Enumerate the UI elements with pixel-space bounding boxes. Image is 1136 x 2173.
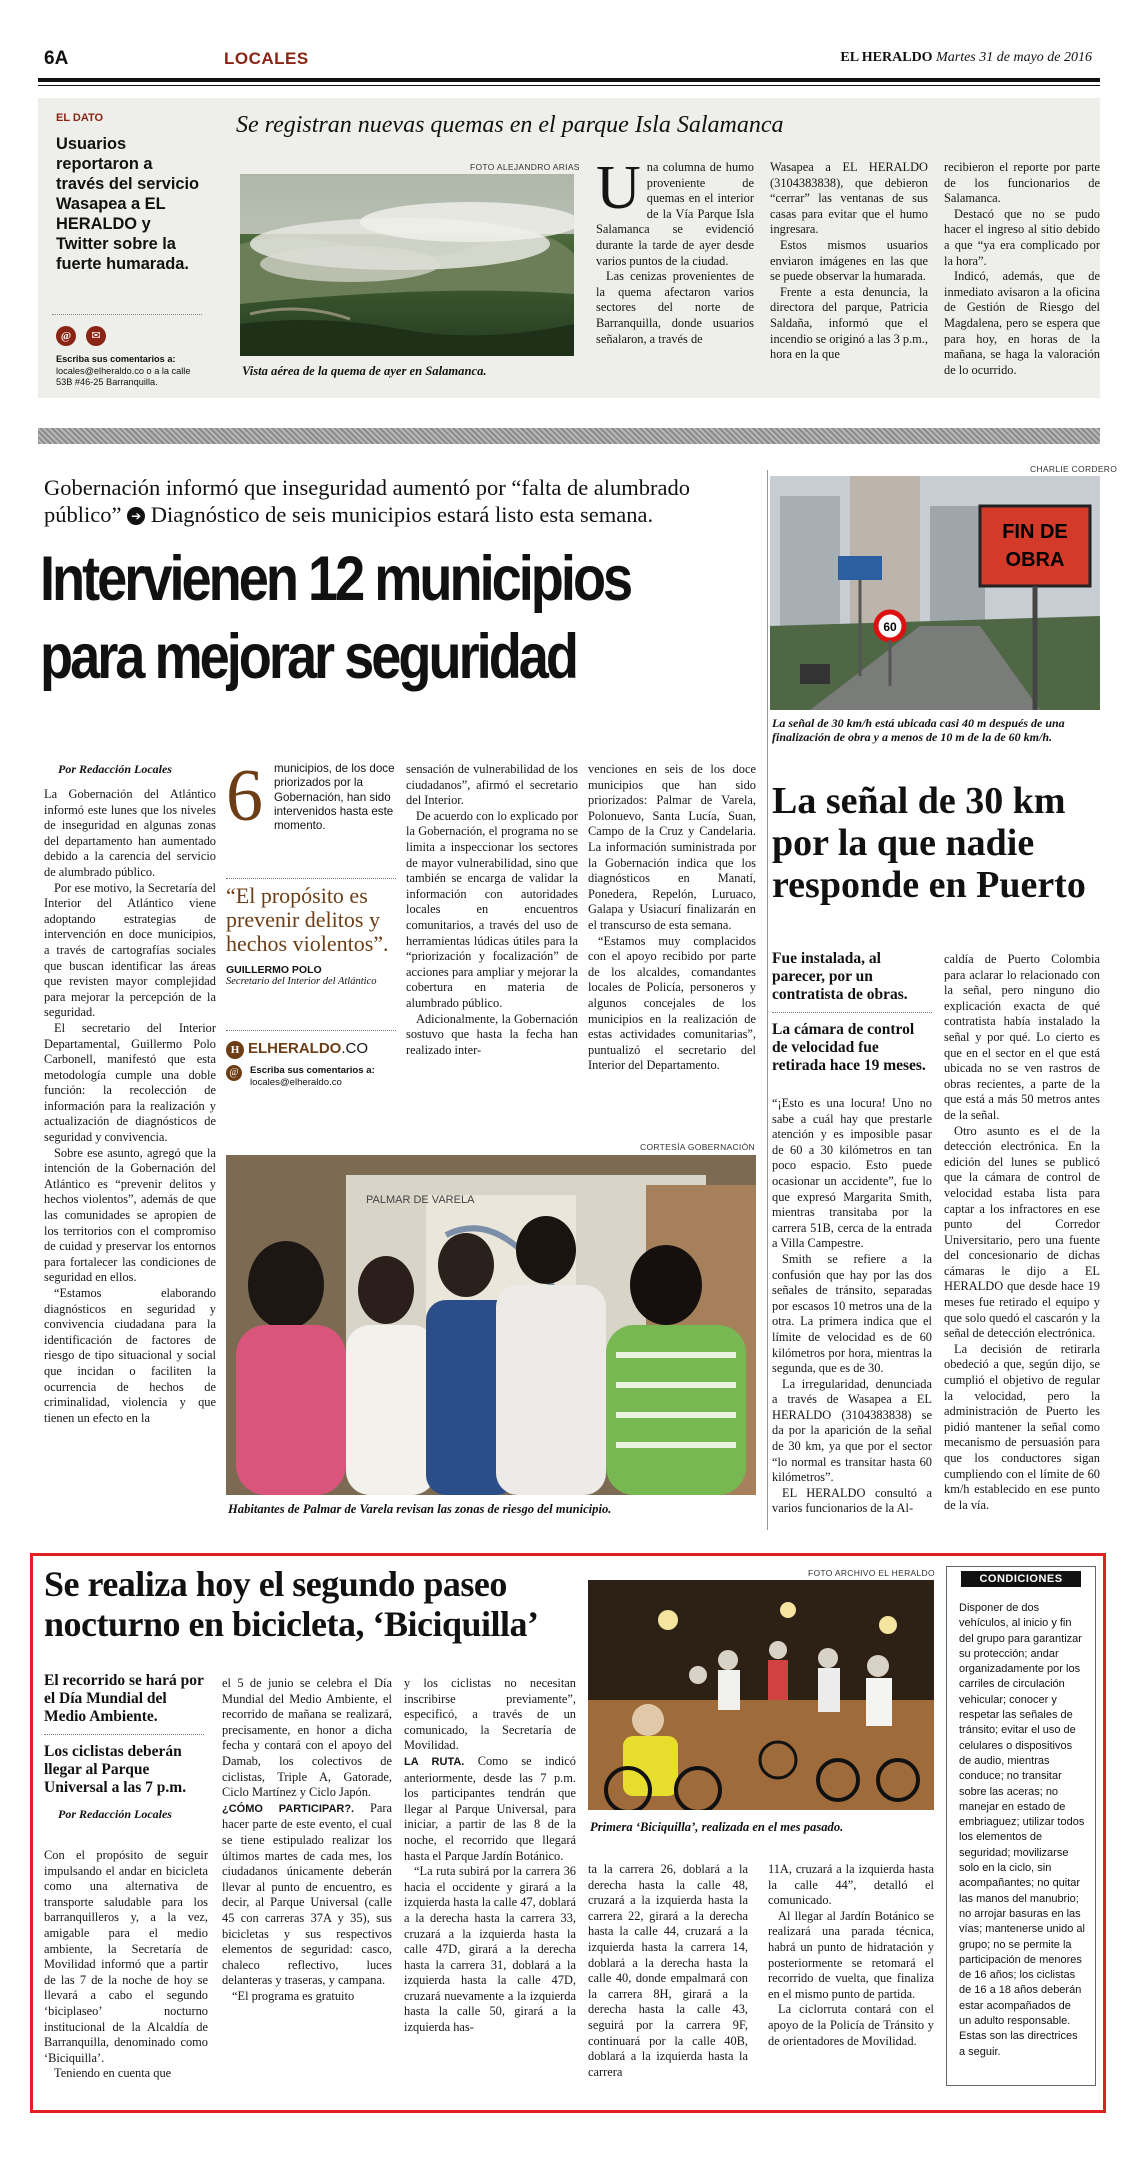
bici-col-3 xyxy=(404,1676,576,2036)
conditions-box xyxy=(946,1566,1096,2086)
web-promo xyxy=(226,1040,398,1088)
section-divider xyxy=(38,428,1100,444)
main-col-3 xyxy=(406,762,578,1058)
main-headline-1: Intervienen 12 municipios xyxy=(40,544,631,614)
bici-col5-p1: 11A, cruzará a la izquierda hasta la calle 44”, detalló el comunicado. xyxy=(768,1862,934,1908)
bici-col4-p1: ta la carrera 26, doblará a la derecha hasta la calle 48, cruzará a la izquierda hasta la carrera 22, girará a la derecha hasta la calle 44, cruzará a la izquierda hasta la carrera 14, doblará a la derecha hasta la calle 40, donde empalmará con la carrera 8H, girará a la derecha hasta la calle 43, seguirá por la carrera 9F, continuará por la calle 40B, doblará a la izquierda hasta la carrera xyxy=(588,1862,748,2079)
isla-col3-p1: recibieron el reporte por parte de los funcionarios de Salamanca. xyxy=(944,160,1100,206)
bici-col2-p3: “El programa es gratuito xyxy=(232,1988,355,2003)
main-kicker-1: Gobernación informó que inseguridad aumentó por “falta de alumbrado público” xyxy=(44,475,691,527)
isla-headline: Se registran nuevas quemas en el parque Isla Salamanca xyxy=(236,112,784,138)
senal-col1-p4: EL HERALDO consultó a varios funcionarios de la Al- xyxy=(772,1485,932,1516)
paper-name: EL HERALDO xyxy=(840,50,933,65)
senal-sub-1: Fue instalada, al parecer, por un contratista de obras. xyxy=(772,950,908,1003)
bici-headline xyxy=(44,1564,604,1644)
bici-headline-2: nocturno en bicicleta, ‘Biciquilla’ xyxy=(44,1604,539,1644)
main-col3-p2: De acuerdo con lo explicado por la Gobernación, el programa no se limita a inspeccionar los sectores de mayor vulnerabilidad, sino que también se encarga de validar la información con autoridades locales en encuentros comunitarios, a través del uso de herramientas lúdicas útiles para la “priorización y focalización” de acciones para ampliar y mejorar la cobertura en materia de alumbrado público. xyxy=(406,808,578,1010)
main-kicker xyxy=(44,474,764,528)
main-col1-p3: El secretario del Interior Departamental, Guillermo Polo Carbonell, manifestó que esta metodología cumple una doble función: la recolección de información para la realización y actualización de diagnósticos de seguridad y convivencia. xyxy=(44,1020,216,1145)
fact-box xyxy=(226,755,396,880)
web-brand: ELHERALDO xyxy=(248,1040,342,1057)
conditions-title: CONDICIONES xyxy=(961,1571,1081,1587)
issue-date: Martes 31 de mayo de 2016 xyxy=(936,50,1092,65)
dato-comments-text: locales@elheraldo.co o a la calle 53B #46-25 Barranquilla. xyxy=(56,365,191,387)
isla-dropcap: U xyxy=(596,154,641,222)
isla-col3-p2: Destacó que no se pudo hacer el ingreso al sitio debido a que “ya era complicado por la hora”. xyxy=(944,206,1100,268)
web-comments-title: Escriba sus comentarios a: xyxy=(250,1065,375,1076)
bici-photo-caption: Primera ‘Biciquilla’, realizada en el mes pasado. xyxy=(590,1820,844,1834)
bici-col-1 xyxy=(44,1848,208,2082)
bici-col5-p3: La ciclorruta contará con el apoyo de la Policía de Tránsito y de orientadores de Movilidad. xyxy=(768,2002,934,2048)
senal-col-1 xyxy=(772,1096,932,1517)
isla-photo-credit: FOTO ALEJANDRO ARIAS xyxy=(470,162,580,172)
isla-col3-p3: Indicó, además, que de inmediato avisaron a la oficina de Gestión de Riesgo del Magdalena, pero se espera que para hoy, en horas de la mañana, se haga la valoración de lo ocurrido. xyxy=(944,269,1100,377)
bici-col2-p2-wrap xyxy=(222,1801,392,1989)
bici-col2-p2: Para hacer parte de este evento, el cual se tiene estipulado realizar los últimos martes de cada mes, los ciudadanos únicamente deberán llevar al punto de encuentro, es decir, al Parque Universal (calle 45 con carreras 37A y 35), sus bicicletas y sus respectivos elementos de seguridad: casco, chaleco reflectivo, luces delanteras y traseras, y campana. xyxy=(222,1800,392,1988)
fact-text: municipios, de los doce priorizados por la Gobernación, han sido intervenidos hasta este momento. xyxy=(274,762,395,833)
senal-sub-2: La cámara de control de velocidad fue retirada hace 19 meses. xyxy=(772,1021,926,1074)
bici-col1-p1: Con el propósito de seguir impulsando el andar en bicicleta como una alternativa de transporte saludable para los barranquilleros y, a la vez, amigable para el medio ambiente, la Secretaría de Movilidad informó que a partir de las 7 de la noche de hoy se llevará a cabo el segundo ‘biciplaseo’ nocturno institucional de la Alcaldía de Barranquilla, denominado como ‘Biciquilla’. xyxy=(44,1848,208,2065)
main-col-1 xyxy=(44,787,216,1426)
bici-col-5 xyxy=(768,1862,934,2049)
isla-col2-p1: Wasapea a EL HERALDO (3104383838), que debieron “cerrar” las ventanas de sus casas para evitar que el humo ingresara. xyxy=(770,160,928,237)
main-headline xyxy=(40,540,668,696)
dato-comments-title: Escriba sus comentarios a: xyxy=(56,354,176,364)
senal-col2-p1: caldía de Puerto Colombia para aclarar lo relacionado con la señal, pero ninguno dio explicación exacta de qué contratista había instalado la señal y por qué. Lo cierto es que en el sector en el que está ubicada no se ven rastros de obras recientes, a parte de la que está a más 50 metros antes de la señal. xyxy=(944,952,1100,1122)
page-number: 6A xyxy=(44,48,69,69)
bici-sub-1: El recorrido se hará por el Día Mundial del Medio Ambiente. xyxy=(44,1672,204,1725)
bici-col3-p2-wrap xyxy=(404,1754,576,1864)
dato-box xyxy=(44,100,209,390)
senal-photo-credit: CHARLIE CORDERO xyxy=(1030,464,1118,474)
isla-col2-p2: Estos mismos usuarios enviaron imágenes en las que se puede observar la humarada. xyxy=(770,237,928,284)
quote-name: GUILLERMO POLO xyxy=(226,964,322,976)
isla-col-1 xyxy=(596,154,754,347)
main-col1-p4: Sobre ese asunto, agregó que la intención de la Gobernación del Atlántico es “prevenir delitos y hechos violentos”, además de que las comunidades se apropien de los territorios con el compromiso de cuidad y preservar los entornos para fortalecer las condiciones de seguridad en ellos. xyxy=(44,1145,216,1285)
bici-col3-p3: “La ruta subirá por la carrera 36 hacia el occidente y girará a la izquierda hasta la calle 47, doblará a la derecha hasta la carrera 33, cruzará a la izquierda hasta la calle 47D, girará a la derecha hasta la carrera 31, doblará a la izquierda hasta la calle 47D, cruzará nuevamente a la izquierda hasta la calle 50, girará a la izquierda has- xyxy=(404,1864,577,2035)
senal-col1-p1: “¡Esto es una locura! Uno no sabe a cuál hay que prestarle atención y es imposible pasar de 60 a 30 kilómetros en tan poco espacio. Esto puede ocasionar un accidente”, fue lo que expresó Margarita Smith, mientras transitaba por la carrera 51B, cerca de la entrada a Villa Campestre. xyxy=(772,1096,932,1251)
dato-comments xyxy=(56,354,206,389)
isla-col-3 xyxy=(944,160,1100,378)
section-name: LOCALES xyxy=(224,49,309,68)
main-col-4 xyxy=(588,762,756,1074)
bici-col1-p2: Teniendo en cuenta que xyxy=(54,2066,172,2081)
senal-col1-p3: La irregularidad, denunciada a través de Wasapea a EL HERALDO (3104383838) se da por la aparición de la señal de 30 km, ya que por el sector “lo normal es transitar hasta 60 kilómetros”. xyxy=(772,1376,932,1485)
bici-subheads xyxy=(44,1672,204,1832)
main-col1-p2: Por ese motivo, la Secretaría del Interior del Atlántico viene adoptando estrategias de intervención en doce municipios, a través de cartografías sociales que buscan identificar las áreas que revisten mayor complejidad para mejorar la percepción de la seguridad. xyxy=(44,880,216,1020)
isla-col-2 xyxy=(770,160,928,363)
web-tld: .CO xyxy=(341,1040,369,1057)
main-kicker-2: Diagnóstico de seis municipios estará listo esta semana. xyxy=(150,502,654,527)
main-col4-p1: venciones en seis de los doce municipios que han sido priorizados: Palmar de Varela, Polonuevo, Santa Lucía, Suan, Campo de la Cruz y Candelaria. La información suministrada por la Gobernación indica que los diagnósticos en Manatí, Ponedera, Repelón, Luruaco, Galapa y Usiacurí finalizarán en el transcurso de esta semana. xyxy=(588,762,756,932)
bici-col3-lead: LA RUTA. xyxy=(404,1755,465,1768)
main-photo-credit: CORTESÍA GOBERNACIÓN xyxy=(640,1142,755,1152)
messenger-icon[interactable]: ✉ xyxy=(86,326,106,346)
bici-col2-lead: ¿CÓMO PARTICIPAR?. xyxy=(222,1802,355,1815)
dato-label: EL DATO xyxy=(56,112,104,124)
dato-text: Usuarios reportaron a través del servicio Wasapea a EL HERALDO y Twitter sobre la fuerte humarada. xyxy=(56,135,200,273)
sign-text-1: FIN DE xyxy=(1002,521,1068,543)
main-col4-p2: “Estamos muy complacidos con el apoyo recibido por parte de los alcaldes, comandantes locales de Policía, personeros y algunos concejales de los municipios en la realización de estas actividades comunitarias”, puntualizó el secretario del Interior del Departamento. xyxy=(588,933,756,1073)
isla-caption: Vista aérea de la quema de ayer en Salamanca. xyxy=(242,364,487,378)
sign-text-2: OBRA xyxy=(1005,549,1065,571)
quote-role: Secretario del Interior del Atlántico xyxy=(226,976,377,987)
senal-col-2 xyxy=(944,952,1100,1513)
senal-col1-p2: Smith se refiere a la confusión que hay por las dos señales de tránsito, separadas por escasos 10 metros una de la otra. La primera indica que el límite de velocidad es de 60 kilómetros por hora, mientras la segunda, que es de 30. xyxy=(772,1251,932,1376)
main-col1-p1: La Gobernación del Atlántico informó este lunes que los niveles de inseguridad en algunas zonas del departamento han aumentado debido a la carencia del servicio de alumbrado público. xyxy=(44,787,216,879)
photo-sign-text: PALMAR DE VARELA xyxy=(366,1194,475,1206)
isla-aerial-photo xyxy=(240,174,574,356)
senal-col2-p2: Otro asunto es el de la detección electrónica. En la edición del lunes se publicó que la cámara de control de velocidad estaba lista para captar a los infractores en ese punto del Corredor Universitario, pero una fuente del concesionario de dichas cámaras le dijo a EL HERALDO que desde hace 19 meses fue retirado el equipo y que solo quedó el cascarón y la señal de detección electrónica. xyxy=(944,1123,1100,1341)
conditions-text: Disponer de dos vehículos, al inicio y fin del grupo para garantizar su protección; andar organizadamente por los carriles de circulación vehicular; conocer y respetar las señales de tránsito; evitar el uso de celulares o dispositivos de audio, mientras conduce; no transitar sobre las aceras; no manejar en estado de embriaguez; utilizar todos los elementos de seguridad; movilizarse solo en la ciclo, sin acompañantes; no quitar las manos del manubrio; no arrojar basuras en las vías; mantenerse unido al grupo; no se permite la participación de menores de 16 años; los ciclistas de 16 a 18 años deberán estar acompañados de un adulto responsable. Estas son las directrices a seguir. xyxy=(959,1602,1085,2058)
column-rule xyxy=(767,470,768,1530)
website-icon[interactable]: @ xyxy=(56,326,76,346)
web-comments-email[interactable]: locales@elheraldo.co xyxy=(250,1076,342,1088)
senal-col2-p3: La decisión de retirarla obedeció a que, según dijo, se cumplió el objetivo de regular la velocidad, pero la administración de Puerto les pidió mantener la señal como mecanismo de persuasión para que los conductores sigan cumpliendo con el límite de 60 km/h establecido en ese punto de la vía. xyxy=(944,1341,1100,1512)
fact-number: 6 xyxy=(226,755,263,837)
isla-col1-p2: Las cenizas provenientes de la quema afectaron varios sectores del norte de Barranquilla, donde usuarios señalaron, a través de xyxy=(596,269,754,346)
bici-col3-p1: y los ciclistas no necesitan inscribirse previamente”, especificó, a través de un comunicado, la Secretaría de Movilidad. xyxy=(404,1676,576,1753)
main-col3-p1: sensación de vulnerabilidad de los ciudadanos”, afirmó el secretario del Interior. xyxy=(406,762,578,808)
bici-col-4 xyxy=(588,1862,748,2080)
senal-headline: La señal de 30 km por la que nadie responde en Puerto xyxy=(772,780,1086,906)
quote-text: “El propósito es prevenir delitos y hechos violentos”. xyxy=(226,883,389,956)
main-photo-caption: Habitantes de Palmar de Varela revisan las zonas de riesgo del municipio. xyxy=(228,1502,612,1516)
arrow-circle-icon: ➔ xyxy=(127,507,145,525)
bici-col2-p1: el 5 de junio se celebra el Día Mundial del Medio Ambiente, el recorrido de mañana se realizará, precisamente, en honor a dicha fecha y contará con el apoyo del Damab, los colectivos de ciclistas, Triple A, Gatorade, Ciclo Martínez y Ciclo Japón. xyxy=(222,1676,392,1800)
main-byline: Por Redacción Locales xyxy=(58,762,172,776)
main-col1-p5: “Estamos elaborando diagnósticos en seguridad y convivencia ciudadana para la identificación de factores de riesgo de tipo situacional y social que incidan o faciliten la ocurrencia de hechos de criminalidad, violencia y que tienen un efecto en la xyxy=(44,1286,216,1425)
pull-quote xyxy=(226,884,398,987)
main-group-photo xyxy=(226,1155,756,1495)
bici-sub-2: Los ciclistas deberán llegar al Parque Universal a las 7 p.m. xyxy=(44,1743,187,1796)
bici-headline-1: Se realiza hoy el segundo paseo xyxy=(44,1564,507,1604)
isla-lead: na columna de humo proveniente de quemas en el interior de la Vía Parque Isla Salamanca se evidenció durante la tarde de ayer desde varios puntos de la ciudad. xyxy=(596,160,754,268)
main-col3-p3: Adicionalmente, la Gobernación sostuvo que hasta la fecha han realizado inter- xyxy=(406,1011,578,1057)
email-icon: @ xyxy=(226,1065,242,1081)
speed-sign-text: 60 xyxy=(883,620,897,634)
bici-col3-p2: Como se indicó anteriormente, desde las 7 p.m. los participantes tendrán que llegar al Parque Universal, para iniciar, a partir de las 8 de la noche, el recorrido que llegará hasta el Parque Jardín Botánico. xyxy=(404,1753,576,1863)
bici-byline: Por Redacción Locales xyxy=(58,1807,172,1821)
isla-col2-p3: Frente a esta denuncia, la directora del parque, Patricia Saldaña, informó que el incendio se originó a las 3 p.m., hora en la que xyxy=(770,284,928,362)
bici-photo-credit: FOTO ARCHIVO EL HERALDO xyxy=(808,1568,935,1578)
dateline xyxy=(840,50,1092,66)
social-icons xyxy=(56,326,106,346)
bici-col-2 xyxy=(222,1676,392,2004)
bici-col5-p2: Al llegar al Jardín Botánico se realizará una parada técnica, habrá un punto de hidratación y posteriormente se retomará el recorrido de vuelta, que finaliza en el mismo punto de partida. xyxy=(768,1908,934,2001)
bici-photo xyxy=(588,1580,934,1810)
main-headline-2: para mejorar seguridad xyxy=(40,622,577,692)
senal-caption: La señal de 30 km/h está ubicada casi 40 m después de una finalización de obra y a menos de 10 m de la de 60 km/h. xyxy=(772,716,1065,744)
senal-subheads xyxy=(772,950,932,1075)
page-header xyxy=(38,46,1098,76)
senal-photo xyxy=(770,476,1100,710)
heraldo-logo-icon: H xyxy=(226,1041,244,1059)
